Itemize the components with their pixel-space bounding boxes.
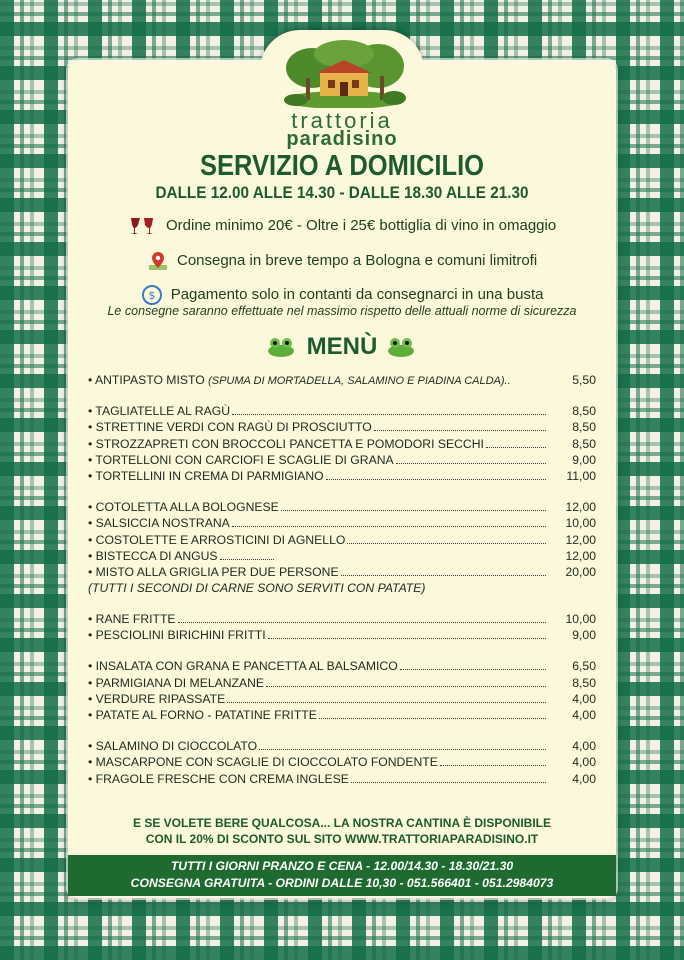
- menu-item: • STROZZAPRETI CON BROCCOLI PANCETTA E POMODORI SECCHI 8,50: [88, 436, 596, 451]
- footer-banner: [68, 855, 616, 896]
- menu-heading: MENÙ: [306, 333, 378, 360]
- menu-item: • TORTELLONI CON CARCIOFI E SCAGLIE DI GRANA 9,00: [88, 452, 596, 467]
- info-payment: [68, 284, 616, 306]
- wine-glasses-icon: [128, 216, 158, 236]
- menu-item: • VERDURE RIPASSATE 4,00: [88, 691, 596, 706]
- secondi-note: (TUTTI I SECONDI DI CARNE SONO SERVITI CON PATATE): [88, 581, 426, 596]
- brand-name-line2: paradisino: [286, 128, 398, 150]
- trattoria-house-logo: [282, 38, 406, 108]
- info-text: Pagamento solo in contanti da consegnarci in una busta: [170, 285, 544, 303]
- info-min-order: [68, 216, 616, 236]
- menu-item: • BISTECCA DI ANGUS 12,00: [88, 548, 596, 563]
- menu-item: • SALAMINO DI CIOCCOLATO 4,00: [88, 739, 596, 754]
- menu-item: • COSTOLETTE E ARROSTICINI DI AGNELLO 12,00: [88, 532, 596, 547]
- frog-icon: [386, 336, 416, 358]
- safety-note: Le consegne saranno effettuate nel massimo rispetto delle attuali norme di sicurezza: [107, 304, 577, 318]
- svg-text:$: $: [148, 289, 156, 302]
- menu-item: • INSALATA CON GRANA E PANCETTA AL BALSAMICO 6,50: [88, 659, 596, 674]
- menu-item: • PATATE AL FORNO - PATATINE FRITTE 4,00: [88, 708, 596, 722]
- menu-item: • RANE FRITTE 10,00: [88, 612, 596, 627]
- cash-icon: [141, 284, 163, 306]
- menu-list: [88, 373, 596, 788]
- footer-contacts: CONSEGNA GRATUITA - ORDINI DALLE 10,30 - 051.566401 - 051.2984073: [130, 876, 554, 890]
- menu-item: • TORTELLINI IN CREMA DI PARMIGIANO 11,00: [88, 468, 596, 483]
- brand-name-line1: trattoria: [291, 108, 393, 133]
- menu-item-price: 5,50: [572, 373, 596, 387]
- menu-item: • MASCARPONE CON SCAGLIE DI CIOCCOLATO FONDENTE 4,00: [88, 755, 596, 770]
- map-pin-icon: [147, 250, 169, 272]
- menu-item: • TAGLIATELLE AL RAGÙ 8,50: [88, 404, 596, 419]
- info-delivery-area: [68, 250, 616, 272]
- website-link[interactable]: CON IL 20% DI SCONTO SUL SITO WWW.TRATTORIAPARADISINO.IT: [145, 832, 539, 846]
- menu-item: • STRETTINE VERDI CON RAGÙ DI PROSCIUTTO 8,50: [88, 420, 596, 435]
- info-text: Consegna in breve tempo a Bologna e comuni limitrofi: [176, 251, 538, 269]
- menu-item: • MISTO ALLA GRIGLIA PER DUE PERSONE 20,00: [88, 564, 596, 579]
- delivery-hours: DALLE 12.00 ALLE 14.30 - DALLE 18.30 ALLE 21.30: [155, 183, 529, 202]
- menu-item: • SALSICCIA NOSTRANA 10,00: [88, 516, 596, 531]
- wine-cellar-promo: E SE VOLETE BERE QUALCOSA... LA NOSTRA CANTINA È DISPONIBILE CON IL 20% DI SCONTO SUL SITO WWW.TRATTORIAPARADISINO.IT: [68, 815, 616, 847]
- menu-item: • PESCIOLINI BIRICHINI FRITTI 9,00: [88, 628, 596, 643]
- footer-hours: TUTTI I GIORNI PRANZO E CENA - 12.00/14.30 - 18.30/21.30: [170, 859, 514, 873]
- menu-item: • ANTIPASTO MISTO (SPUMA DI MORTADELLA, SALAMINO E PIADINA CALDA).. 5,50: [88, 373, 596, 387]
- menu-item: • PARMIGIANA DI MELANZANE 8,50: [88, 675, 596, 690]
- info-text: Ordine minimo 20€ - Oltre i 25€ bottiglia di vino in omaggio: [165, 216, 557, 234]
- menu-item: • COTOLETTA ALLA BOLOGNESE 12,00: [88, 500, 596, 515]
- menu-item: • FRAGOLE FRESCHE CON CREMA INGLESE 4,00: [88, 771, 596, 786]
- page-title: SERVIZIO A DOMICILIO: [199, 150, 485, 182]
